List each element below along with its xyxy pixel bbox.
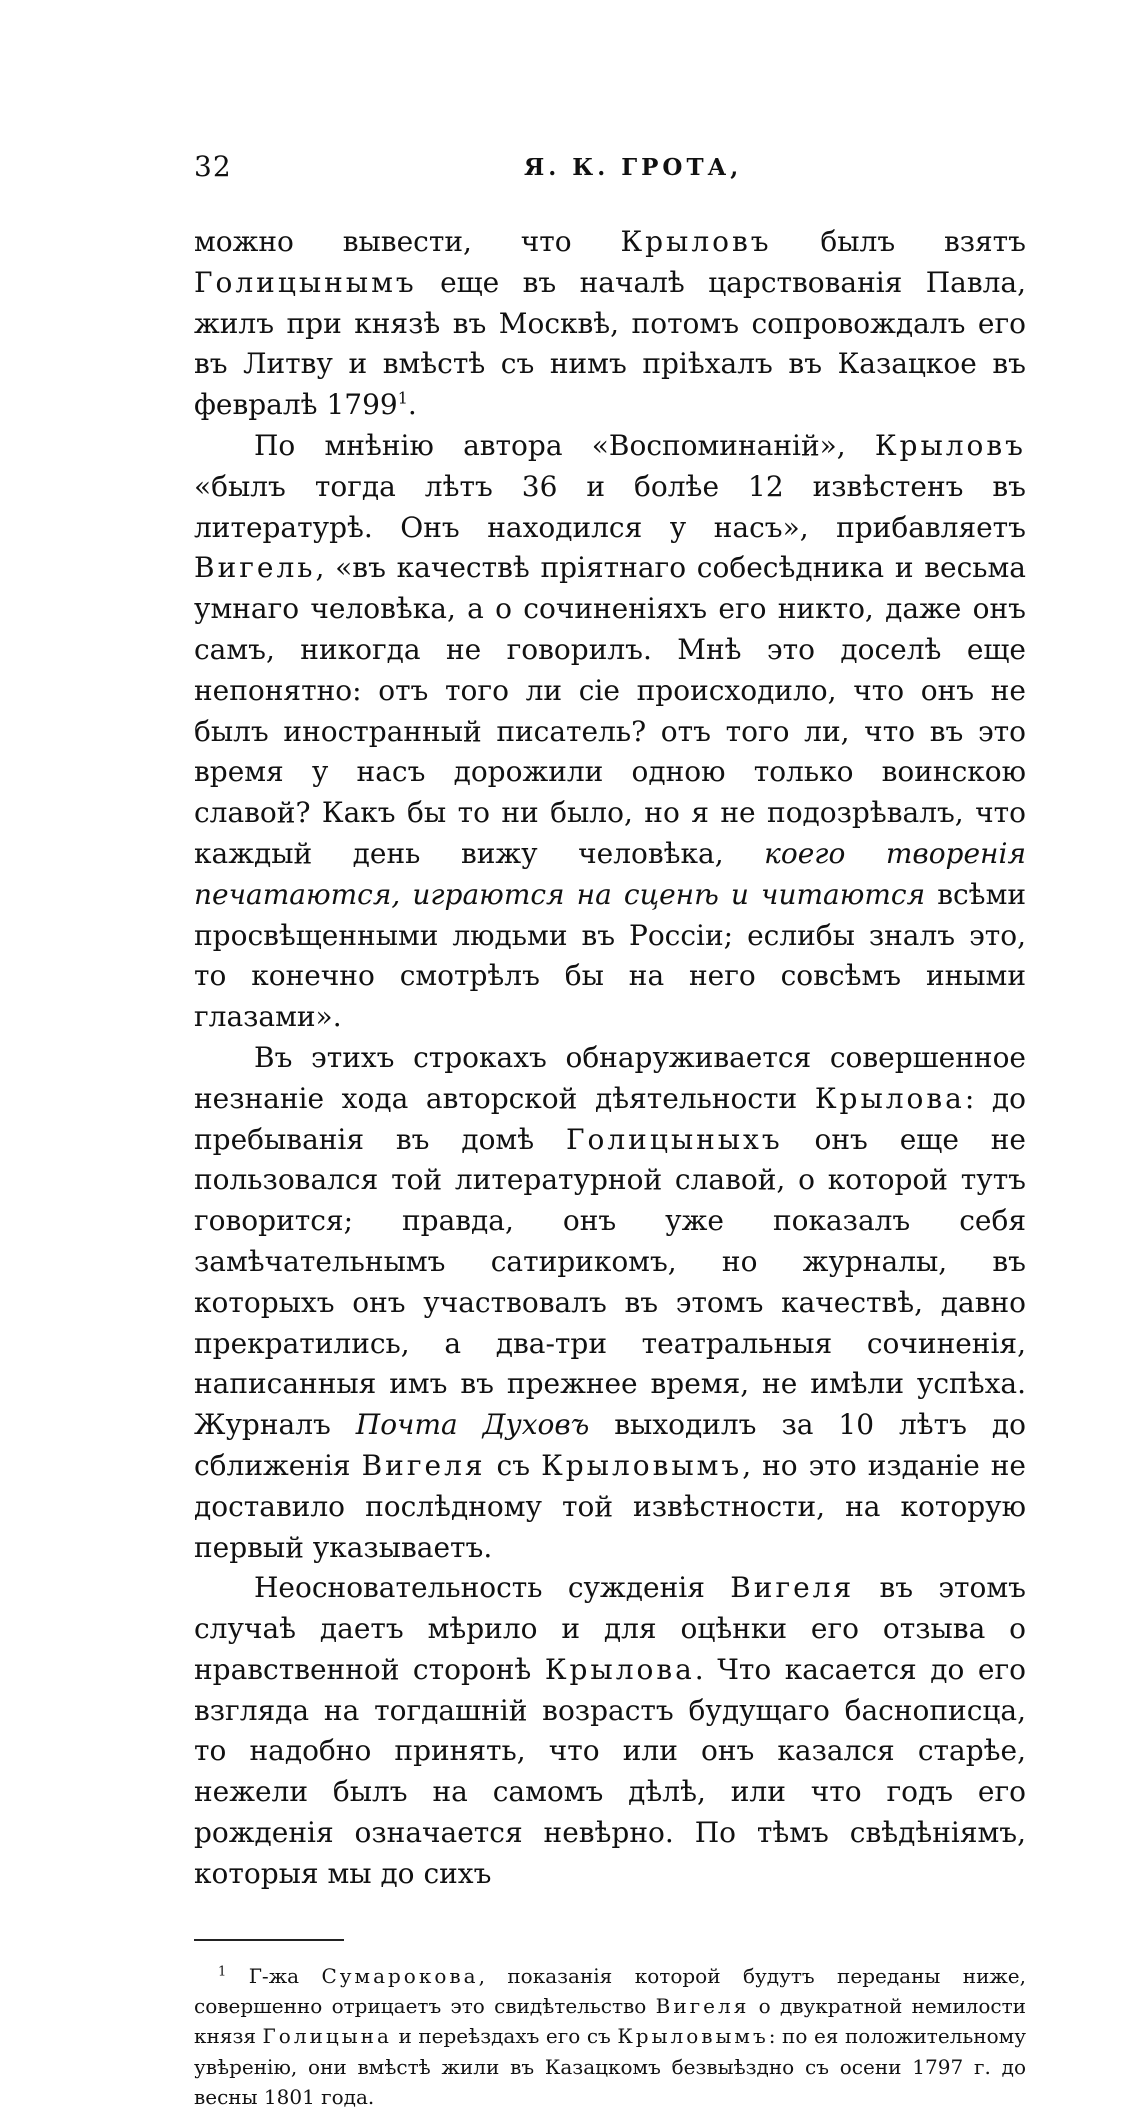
paragraph-1: можно вывести, что Крыловъ былъ взятъ Голицынымъ еще въ началѣ царствованія Павла, жилъ при князѣ въ Москвѣ, потомъ сопровождалъ его въ Литву и вмѣстѣ съ нимъ пріѣхалъ въ Казацкое въ февралѣ 1799$^1$.: [194, 225, 1026, 422]
italic-quote: коего творенія печатаются, играются на сценѣ и читаются: [194, 836, 1026, 911]
footnote: $^1$ Г-жа Сумарокова, показанія которой будутъ переданы ниже, совершенно отрицаетъ это свидѣтельство Вигеля о двукратной немилости князя Голицына и переѣздахъ его съ Крыловымъ: по ея положительному увѣренію, они вмѣстѣ жили въ Казацкомъ безвыѣздно съ осени 1797 г. до весны 1801 года.: [194, 1963, 1026, 2110]
paragraph-4: Неосновательность сужденія Вигеля въ этомъ случаѣ даетъ мѣрило и для оцѣнки его отзыва о нравственной сторонѣ Крылова. Что касается до его взгляда на тогдашній возрастъ будущаго баснописца, то надобно принять, что или онъ казался старѣе, нежели былъ на самомъ дѣлѣ, или что годъ его рожденія означается невѣрно. По тѣмъ свѣдѣніямъ, которыя мы до сихъ: [194, 1571, 1026, 1890]
footnote-mark: 1: [218, 1964, 227, 1980]
paragraph-3: Въ этихъ строкахъ обнаруживается совершенное незнаніе хода авторской дѣятельности Крылова: до пребыванія въ домѣ Голицыныхъ онъ еще не пользовался той литературной славой, о которой тутъ говорится; правда, онъ уже показалъ себя замѣчательнымъ сатирикомъ, но журналы, въ которыхъ онъ участвовалъ въ этомъ качествѣ, давно прекратились, а два-три театральныя сочиненія, написанныя имъ въ прежнее время, не имѣли успѣха. Журналъ Почта Духовъ выходилъ за 10 лѣтъ до сближенія Вигеля съ Крыловымъ, но это изданіе не доставило послѣдному той извѣстности, на которую первый указываетъ.: [194, 1040, 1027, 1564]
book-page: [194, 150, 1026, 2113]
running-head: Я. К. ГРОТА,: [524, 154, 743, 181]
footnote-divider: [194, 1939, 344, 1941]
page-header: [194, 150, 1026, 190]
footnote-ref: 1: [397, 388, 408, 408]
page-number: 32: [194, 150, 232, 183]
body-text: [194, 222, 1026, 1895]
paragraph-2: По мнѣнію автора «Воспоминаній», Крыловъ «былъ тогда лѣтъ 36 и болѣе 12 извѣстенъ въ литературѣ. Онъ находился у насъ», прибавляетъ Вигель, «въ качествѣ пріятнаго собесѣдника и весьма умнаго человѣка, а о сочиненіяхъ его никто, даже онъ самъ, никогда не говорилъ. Мнѣ это доселѣ еще непонятно: отъ того ли сіе происходило, что онъ не былъ иностранный писатель? отъ того ли, что въ это время у насъ дорожили одною только воинскою славой? Какъ бы то ни было, но я не подозрѣвалъ, что каждый день вижу человѣка, коего творенія печатаются, играются на сценѣ и читаются всѣми просвѣщенными людьми въ Россіи; еслибы зналъ это, то конечно смотрѣлъ бы на него совсѣмъ иными глазами».: [194, 428, 1027, 1034]
journal-title: Почта Духовъ: [355, 1408, 590, 1442]
